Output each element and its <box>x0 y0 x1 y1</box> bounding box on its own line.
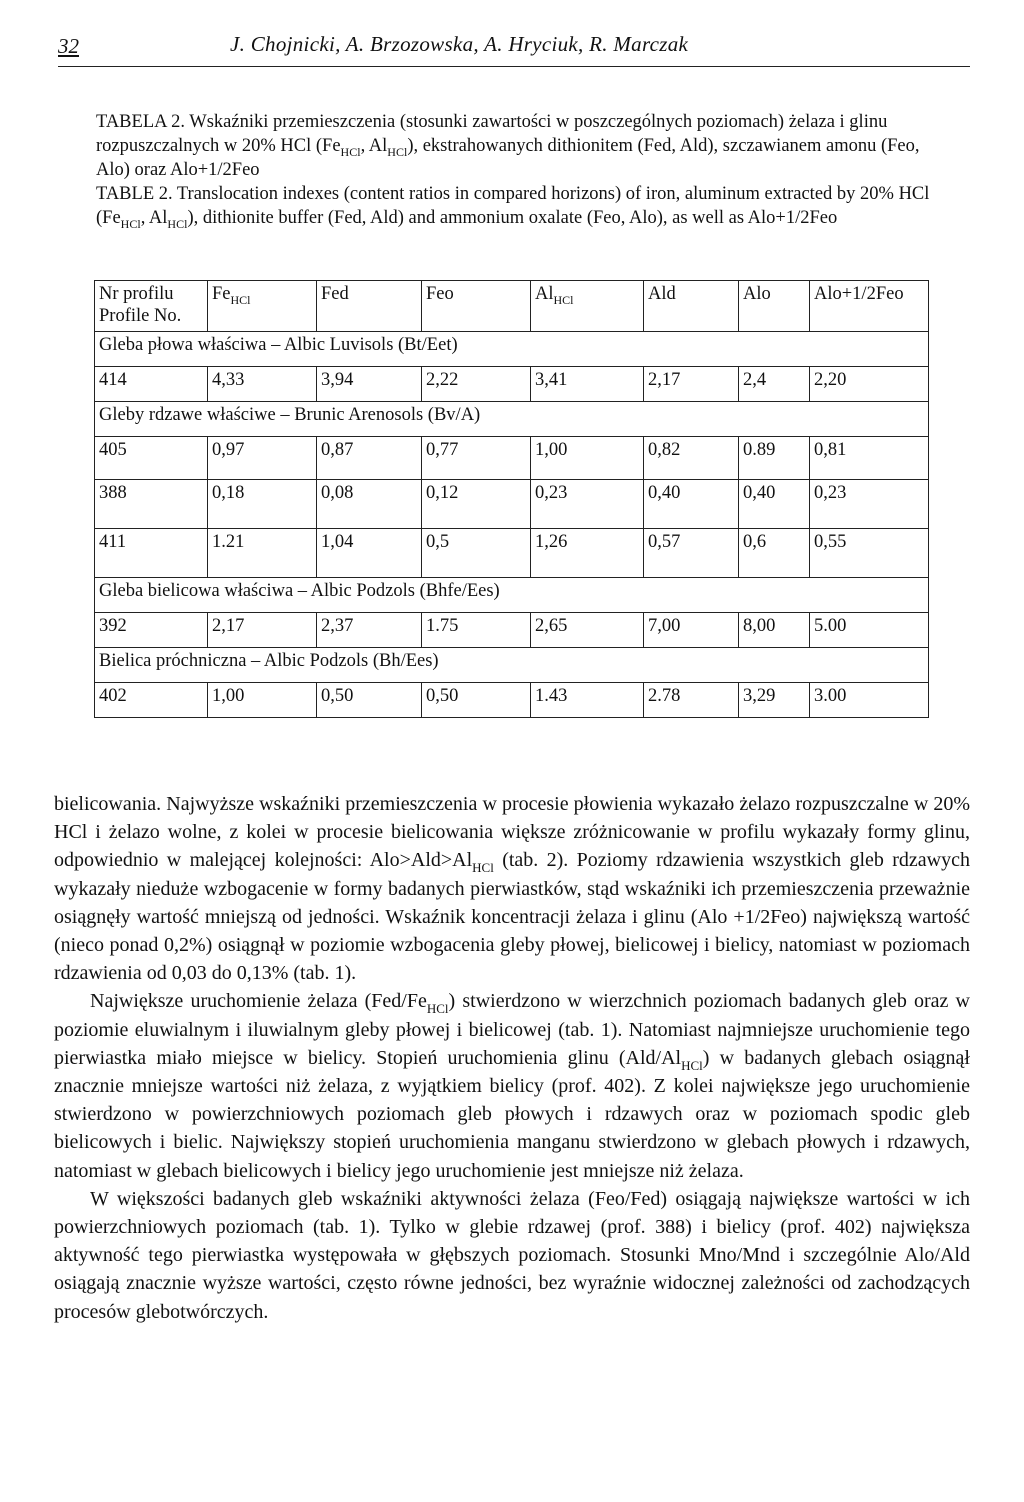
paragraph-2 <box>54 987 970 1184</box>
header-al-base: Al <box>535 284 554 304</box>
cell-fe-hcl: 0,97 <box>208 437 317 480</box>
body-text <box>54 790 970 1326</box>
cell-profile: 388 <box>95 480 208 529</box>
caption-en-sub-1: HCl <box>120 217 141 231</box>
group-row <box>95 402 929 437</box>
group-title: Gleby rdzawe właściwe – Brunic Arenosols (Bv/A) <box>95 402 929 437</box>
caption-pl-sub-1: HCl <box>340 145 361 159</box>
caption-pl-text-c: ), ekstrahowanych dithionitem (Fed, Ald), szczawianem amonu (Feo, Alo) oraz Alo+1/2Feo <box>96 136 920 180</box>
p1-sub: HCl <box>472 860 494 876</box>
cell-ald: 2,17 <box>644 367 739 402</box>
cell-profile: 402 <box>95 683 208 718</box>
header-alo-feo: Alo+1/2Feo <box>810 281 929 332</box>
cell-al-hcl: 3,41 <box>531 367 644 402</box>
cell-feo: 0,12 <box>422 480 531 529</box>
cell-fed: 0,08 <box>317 480 422 529</box>
cell-feo: 1.75 <box>422 613 531 648</box>
cell-profile: 411 <box>95 529 208 578</box>
cell-alo: 0.89 <box>739 437 810 480</box>
p2-sub-1: HCl <box>426 1001 449 1017</box>
header-fe-sub: HCl <box>230 293 251 307</box>
header-profile-cell <box>95 281 208 332</box>
running-head-authors: J. Chojnicki, A. Brzozowska, A. Hryciuk, R. Marczak <box>230 32 689 56</box>
header-profile-en: Profile No. <box>99 306 182 326</box>
caption-pl-text-b: , Al <box>360 136 388 156</box>
group-row <box>95 332 929 367</box>
cell-profile: 392 <box>95 613 208 648</box>
cell-alo-feo: 5.00 <box>810 613 929 648</box>
caption-en-sub-2: HCl <box>167 217 188 231</box>
header-fe-hcl <box>208 281 317 332</box>
table-row <box>95 437 929 480</box>
cell-fed: 0,87 <box>317 437 422 480</box>
cell-fed: 3,94 <box>317 367 422 402</box>
caption-english <box>96 182 936 230</box>
caption-polish <box>96 110 936 182</box>
cell-fed: 2,37 <box>317 613 422 648</box>
p2-sub-2: HCl <box>681 1057 703 1073</box>
header-fe-base: Fe <box>212 284 231 304</box>
cell-profile: 414 <box>95 367 208 402</box>
table-row <box>95 529 929 578</box>
cell-fed: 1,04 <box>317 529 422 578</box>
cell-fe-hcl: 1,00 <box>208 683 317 718</box>
cell-fe-hcl: 2,17 <box>208 613 317 648</box>
cell-alo-feo: 3.00 <box>810 683 929 718</box>
paragraph-3: W większości badanych gleb wskaźniki aktywności żelaza (Feo/Fed) osiągają największe wartości w ich powierzchniowych poziomach (tab. 1). Tylko w glebie rdzawej (prof. 388) i bielicy (prof. 402) największa aktywność tego pierwiastka występowała w głębszych poziomach. Stosunki Mno/Mnd i szczególnie Alo/Ald osiągają znacznie wyższe wartości, często równe jedności, bez wyraźnie widocznej zależności od zachodzących procesów glebotwórczych. <box>54 1187 970 1323</box>
table-header-row <box>95 281 929 332</box>
paragraph-1 <box>54 790 970 987</box>
cell-al-hcl: 1,26 <box>531 529 644 578</box>
caption-pl-sub-2: HCl <box>387 145 408 159</box>
header-al-hcl <box>531 281 644 332</box>
cell-profile: 405 <box>95 437 208 480</box>
caption-en-text-b: , Al <box>140 208 168 228</box>
table-caption <box>96 110 936 230</box>
p1-text-a: bielicowania. Najwyższe wskaźniki przemieszczenia w procesie płowienia wykazało żelazo rozpuszczalne w 20% HCl i żelazo wolne, z kolei w procesie bielicowania większe zróżnicowanie w profilu wykazały formy glinu, odpowiednio w malejącej kolejności: Alo>Ald>Al <box>54 793 970 872</box>
cell-feo: 2,22 <box>422 367 531 402</box>
cell-alo-feo: 0,55 <box>810 529 929 578</box>
p2-text-a: Największe uruchomienie żelaza (Fed/Fe <box>90 990 427 1013</box>
group-row <box>95 648 929 683</box>
cell-fe-hcl: 4,33 <box>208 367 317 402</box>
page-header <box>58 22 970 67</box>
cell-al-hcl: 1.43 <box>531 683 644 718</box>
cell-alo-feo: 2,20 <box>810 367 929 402</box>
translocation-table <box>94 280 929 718</box>
page-number: 32 <box>58 34 79 58</box>
cell-ald: 0,82 <box>644 437 739 480</box>
table-row <box>95 480 929 529</box>
cell-alo: 2,4 <box>739 367 810 402</box>
cell-alo: 3,29 <box>739 683 810 718</box>
table-row <box>95 683 929 718</box>
table-row <box>95 613 929 648</box>
cell-al-hcl: 2,65 <box>531 613 644 648</box>
cell-fed: 0,50 <box>317 683 422 718</box>
cell-alo: 0,40 <box>739 480 810 529</box>
table-row <box>95 367 929 402</box>
cell-al-hcl: 1,00 <box>531 437 644 480</box>
cell-fe-hcl: 0,18 <box>208 480 317 529</box>
cell-ald: 2.78 <box>644 683 739 718</box>
group-title: Gleba bielicowa właściwa – Albic Podzols (Bhfe/Ees) <box>95 578 929 613</box>
header-feo: Feo <box>422 281 531 332</box>
cell-feo: 0,50 <box>422 683 531 718</box>
cell-fe-hcl: 1.21 <box>208 529 317 578</box>
header-al-sub: HCl <box>553 293 574 307</box>
cell-alo: 8,00 <box>739 613 810 648</box>
p2-text-c: ) w badanych glebach osiągnął znacznie mniejsze wartości niż żelaza, z wyjątkiem bielicy (prof. 402). Z kolei największe jego uruchomienie stwierdzono w powierzchniowych poziomach gleb płowych i rdzawych oraz w poziomach spodic gleb bielicowych i bielic. Największy stopień uruchomienia manganu stwierdzono w glebach płowych i rdzawych, natomiast w glebach bielicowych i bielicy jego uruchomienie jest mniejsze niż żelaza. <box>54 1046 970 1182</box>
cell-ald: 7,00 <box>644 613 739 648</box>
cell-al-hcl: 0,23 <box>531 480 644 529</box>
group-title: Bielica próchniczna – Albic Podzols (Bh/Ees) <box>95 648 929 683</box>
header-alo: Alo <box>739 281 810 332</box>
cell-ald: 0,57 <box>644 529 739 578</box>
cell-ald: 0,40 <box>644 480 739 529</box>
cell-alo-feo: 0,81 <box>810 437 929 480</box>
p2-text-b: ) stwierdzono w wierzchnich poziomach badanych gleb oraz w poziomie eluwialnym i iluwialnym gleby płowej i bielicowej (tab. 1). Natomiast najmniejsze uruchomienie tego pierwiastka miało miejsce w bielicy. Stopień uruchomienia glinu (Ald/Al <box>54 990 970 1069</box>
cell-feo: 0,5 <box>422 529 531 578</box>
header-profile-pl: Nr profilu <box>99 284 174 304</box>
caption-pl-text-a: TABELA 2. Wskaźniki przemieszczenia (stosunki zawartości w poszczególnych poziomach) żelaza i glinu rozpuszczalnych w 20% HCl (Fe <box>96 112 888 156</box>
header-ald: Ald <box>644 281 739 332</box>
p1-text-b: (tab. 2). Poziomy rdzawienia wszystkich gleb rdzawych wykazały nieduże wzbogacenie w formy badanych pierwiastków, stąd wskaźniki ich przemieszczenia przeważnie osiągnęły wartość mniejszą od jedności. Wskaźnik koncentracji żelaza i glinu (Alo +1/2Feo) największą wartość (nieco ponad 0,2%) osiągnął w poziomie wzbogacenia gleby płowej, bielicowej i bielicy, natomiast w poziomach rdzawienia od 0,03 do 0,13% (tab. 1). <box>54 849 970 985</box>
caption-en-text-c: ), dithionite buffer (Fed, Ald) and ammonium oxalate (Feo, Alo), as well as Alo+1/2Feo <box>187 208 838 228</box>
group-title: Gleba płowa właściwa – Albic Luvisols (Bt/Eet) <box>95 332 929 367</box>
cell-feo: 0,77 <box>422 437 531 480</box>
header-fed: Fed <box>317 281 422 332</box>
cell-alo-feo: 0,23 <box>810 480 929 529</box>
group-row <box>95 578 929 613</box>
cell-alo: 0,6 <box>739 529 810 578</box>
caption-en-text-a: TABLE 2. Translocation indexes (content ratios in compared horizons) of iron, aluminum extracted by 20% HCl (Fe <box>96 184 930 228</box>
